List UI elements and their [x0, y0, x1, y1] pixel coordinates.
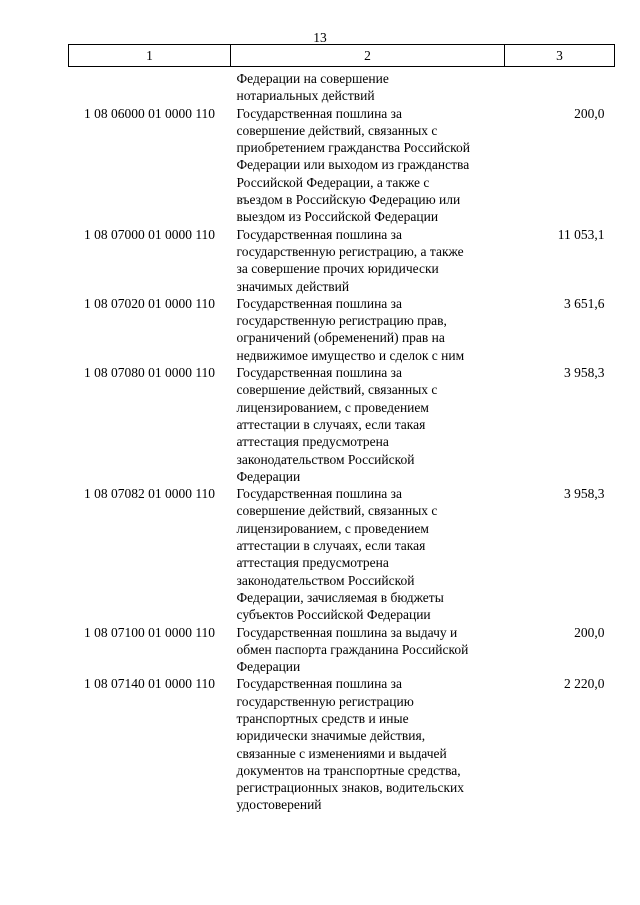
revenue-name-cell [231, 105, 505, 226]
table-row [69, 105, 615, 226]
kbk-code: 1 08 07140 01 0000 110 [83, 676, 216, 692]
revenue-name: Государственная пошлина за совершение действий, связанных с лицензированием, с проведением аттестации в случаях, если такая аттестация предусмотрена законодательством Российской Федерации, зачисляемая в бюджеты субъектов Российской Федерации [236, 486, 444, 623]
kbk-code: 1 08 06000 01 0000 110 [83, 105, 216, 121]
revenue-name-cell [231, 364, 505, 485]
column-header-3: 3 [505, 45, 615, 67]
budget-revenue-table [68, 44, 615, 814]
continuation-text: Федерации на совершение нотариальных действий [236, 71, 389, 104]
revenue-name-cell [231, 226, 505, 295]
kbk-code: 1 08 07080 01 0000 110 [83, 365, 216, 381]
revenue-name: Государственная пошлина за государственную регистрацию транспортных средств и иные юридически значимые действия, связанные с изменениями и выдачей документов на транспортные средства, регистрационных знаков, водительских удостоверений [236, 676, 464, 813]
revenue-name: Государственная пошлина за выдачу и обмен паспорта гражданина Российской Федерации [236, 624, 469, 675]
table-row [69, 624, 615, 676]
revenue-name: Государственная пошлина за совершение действий, связанных с приобретением гражданства Российской Федерации или выходом из гражданства Российской Федерации, а также с въездом в Российскую Федерацию или выездом из Российской Федерации [236, 105, 470, 225]
revenue-name: Государственная пошлина за государственную регистрацию, а также за совершение прочих юридически значимых действий [236, 226, 464, 294]
kbk-code: 1 08 07020 01 0000 110 [83, 295, 216, 311]
table-row-continuation [69, 67, 615, 105]
amount: 3 651,6 [564, 295, 605, 311]
revenue-name: Государственная пошлина за совершение действий, связанных с лицензированием, с проведением аттестации в случаях, если такая аттестация предусмотрена законодательством Российской Федерации [236, 365, 438, 484]
table-row [69, 364, 615, 485]
page-number: 13 [313, 30, 327, 45]
amount: 11 053,1 [557, 226, 605, 242]
column-header-2: 2 [231, 45, 505, 67]
table-row [69, 675, 615, 813]
kbk-code: 1 08 07000 01 0000 110 [83, 226, 216, 242]
continuation-amount-cell [505, 67, 615, 105]
revenue-name-cell [231, 624, 505, 676]
amount: 2 220,0 [564, 676, 605, 692]
revenue-name-cell [231, 675, 505, 813]
revenue-name: Государственная пошлина за государственную регистрацию прав, ограничений (обременений) прав на недвижимое имущество и сделок с ним [236, 295, 465, 363]
kbk-code: 1 08 07082 01 0000 110 [83, 486, 216, 502]
kbk-code: 1 08 07100 01 0000 110 [83, 624, 216, 640]
amount: 3 958,3 [564, 486, 605, 502]
revenue-name-cell [231, 295, 505, 364]
continuation-name-cell [231, 67, 505, 105]
table-row [69, 295, 615, 364]
amount: 3 958,3 [564, 365, 605, 381]
table-row [69, 226, 615, 295]
amount: 200,0 [574, 624, 605, 640]
column-header-1: 1 [69, 45, 231, 67]
continuation-code-cell [69, 67, 231, 105]
table-header-row [69, 45, 615, 67]
amount: 200,0 [574, 105, 605, 121]
revenue-name-cell [231, 485, 505, 623]
table-row [69, 485, 615, 623]
